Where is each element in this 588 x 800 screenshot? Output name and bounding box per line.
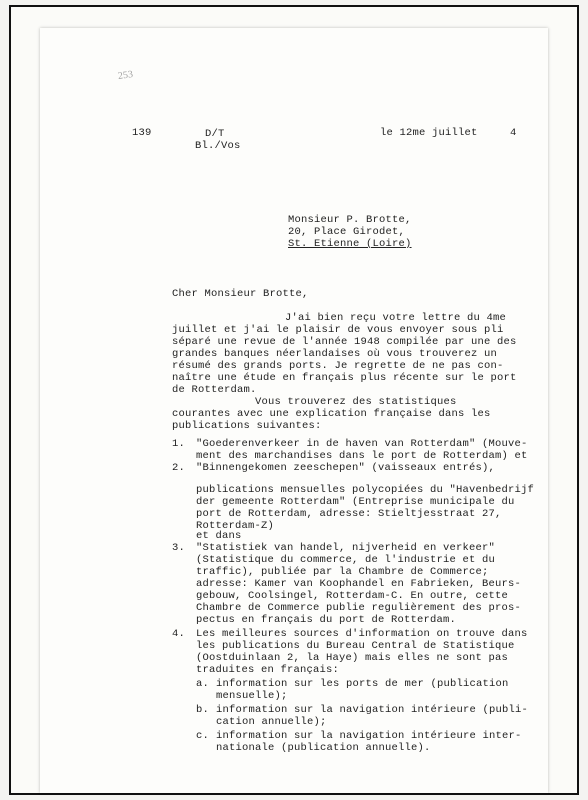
item3-line: "Statistiek van handel, nijverheid en verkeer" (196, 542, 496, 554)
item4-line: les publications du Bureau Central de Statistique (196, 640, 515, 652)
sub-c-line: nationale (publication annuelle). (216, 742, 431, 754)
para1-line: de Rotterdam. (172, 384, 257, 396)
para1-line: séparé une revue de l'année 1948 compilée par une des (172, 336, 517, 348)
recipient-city: St. Etienne (Loire) (288, 238, 412, 250)
para2-line: Vous trouverez des statistiques (255, 396, 457, 408)
item2-line: "Binnengekomen zeeschepen" (vaisseaux entrés), (196, 462, 496, 474)
item3-line: traffic), publiée par la Chambre de Commerce; (196, 566, 489, 578)
sub-letter: c. (196, 730, 210, 742)
para1-line: juillet et j'ai le plaisir de vous envoyer sous pli (172, 324, 504, 336)
item4-line: Les meilleures sources d'information on trouve dans (196, 628, 528, 640)
sub-letter: b. (196, 704, 210, 716)
salutation: Cher Monsieur Brotte, (172, 288, 309, 300)
reference-line-2: Bl./Vos (195, 140, 241, 152)
item4-line: (Oostduinlaan 2, la Haye) mais elles ne sont pas (196, 652, 509, 664)
item-number: 3. (172, 542, 186, 554)
item-number: 2. (172, 462, 186, 474)
et-dans: et dans (196, 530, 242, 542)
item4-line: traduites en français: (196, 664, 340, 676)
para1-line: naître une étude en français plus récente sur le port (172, 372, 517, 384)
item1-line: ment des marchandises dans le port de Rotterdam) et (196, 450, 528, 462)
recipient-name: Monsieur P. Brotte, (288, 214, 412, 226)
item2-note-line: der gemeente Rotterdam" (Entreprise municipale du (196, 496, 515, 508)
item3-line: Chambre de Commerce publie regulièrement des pros- (196, 602, 522, 614)
item3-line: pectus en français du port de Rotterdam. (196, 614, 457, 626)
item2-note-line: port de Rotterdam, adresse: Stieltjesstraat 27, (196, 508, 502, 520)
item3-line: adresse: Kamer van Koophandel en Fabrieken, Beurs- (196, 578, 522, 590)
item2-note-line: Rotterdam-Z) (196, 520, 275, 532)
sub-c-line: information sur la navigation intérieure inter- (216, 730, 522, 742)
item3-line: (Statistique du commerce, de l'industrie et du (196, 554, 496, 566)
letter-date: le 12me juillet (380, 127, 478, 139)
sub-b-line: cation annuelle); (216, 716, 327, 728)
item1-line: "Goederenverkeer in de haven van Rotterdam" (Mouve- (196, 438, 528, 450)
para2-line: publications suivantes: (172, 420, 322, 432)
reference-line-1: D/T (205, 128, 225, 140)
file-number: 139 (132, 127, 152, 139)
sub-b-line: information sur la navigation intérieure (publi- (216, 704, 529, 716)
para1-line: J'ai bien reçu votre lettre du 4me (285, 312, 507, 324)
para2-line: courantes avec une explication française dans les (172, 408, 491, 420)
sub-a-line: mensuelle); (216, 690, 288, 702)
page-number: 4 (510, 127, 517, 139)
para1-line: grandes banques néerlandaises où vous trouverez un (172, 348, 498, 360)
item2-note-line: publications mensuelles polycopiées du "Havenbedrijf (196, 484, 535, 496)
recipient-street: 20, Place Girodet, (288, 226, 406, 238)
sub-a-line: information sur les ports de mer (publication (216, 678, 509, 690)
item-number: 1. (172, 438, 186, 450)
sub-letter: a. (196, 678, 210, 690)
para1-line: résumé des grands ports. Je regrette de ne pas con- (172, 360, 504, 372)
pencil-note: 253 (117, 69, 134, 82)
item3-line: gebouw, Coolsingel, Rotterdam-C. En outre, cette (196, 590, 509, 602)
item-number: 4. (172, 628, 186, 640)
